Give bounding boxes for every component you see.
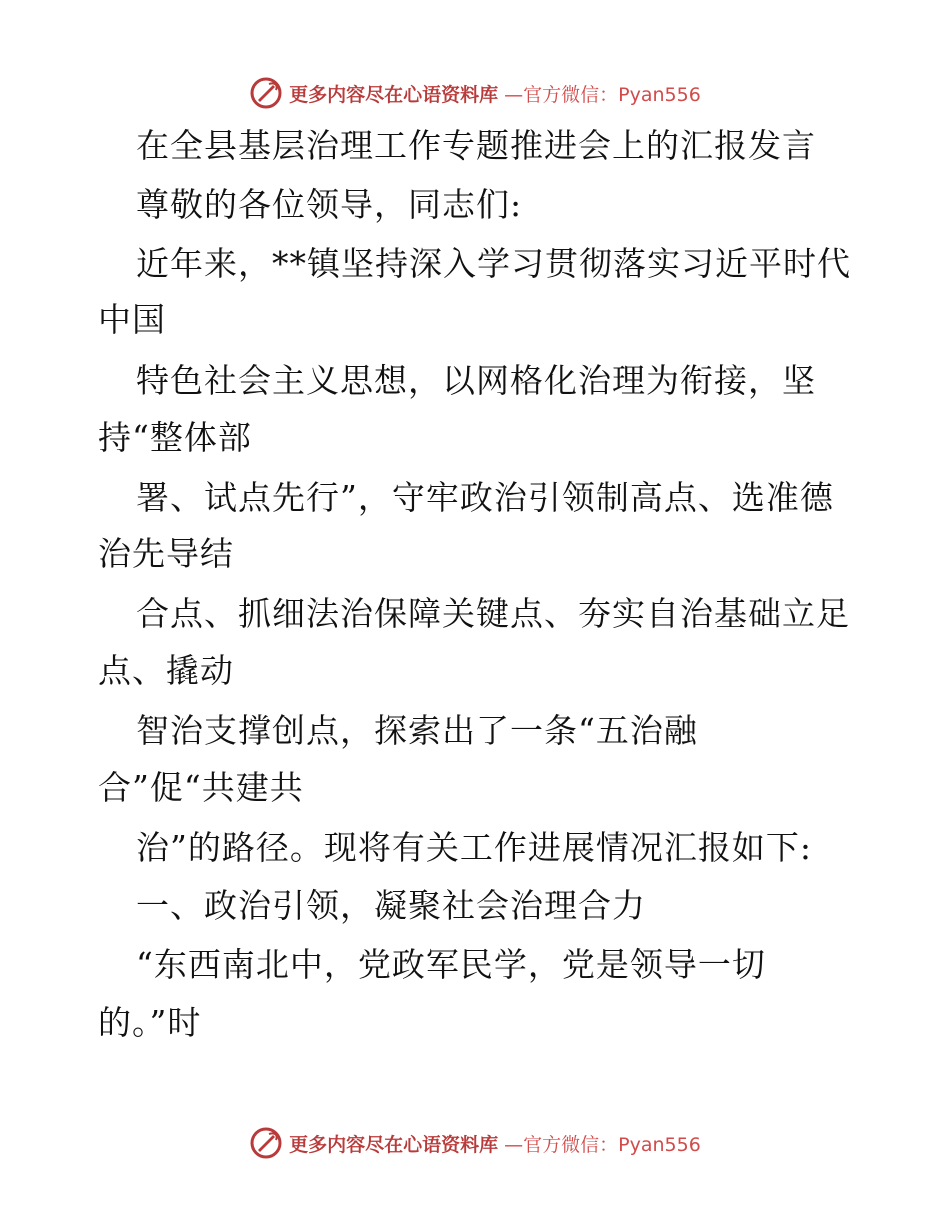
watermark-header — [0, 76, 950, 115]
watermark-sub-text: —官方微信：Pyan556 — [504, 1133, 701, 1156]
section-heading: 一、政治引领，凝聚社会治理合力 — [136, 886, 646, 925]
document-line: 的。”时 — [98, 1003, 202, 1042]
document-line: “东西南北中，党政军民学，党是领导一切 — [136, 945, 766, 984]
document-line: 治先导结 — [98, 534, 234, 573]
quill-logo-icon — [249, 76, 283, 110]
document-line: 署、试点先行”，守牢政治引领制高点、选准德 — [136, 478, 834, 517]
document-line: 合”促“共建共 — [98, 768, 304, 807]
document-line: 合点、抓细法治保障关键点、夯实自治基础立足 — [136, 594, 850, 633]
watermark-main-text: 更多内容尽在心语资料库 — [289, 1133, 499, 1156]
document-title: 在全县基层治理工作专题推进会上的汇报发言 — [136, 126, 816, 165]
document-line: 点、撬动 — [98, 651, 234, 690]
document-line: 持“整体部 — [98, 418, 252, 457]
watermark-sub-text: —官方微信：Pyan556 — [504, 83, 701, 106]
document-line: 近年来，**镇坚持深入学习贯彻落实习近平时代 — [136, 244, 851, 283]
document-line: 特色社会主义思想，以网格化治理为衔接，坚 — [136, 361, 816, 400]
document-line: 尊敬的各位领导，同志们: — [136, 185, 523, 224]
watermark-main-text: 更多内容尽在心语资料库 — [289, 83, 499, 106]
quill-logo-icon — [249, 1126, 283, 1160]
document-line: 治”的路径。现将有关工作进展情况汇报如下: — [136, 828, 812, 867]
document-line: 智治支撑创点，探索出了一条“五治融 — [136, 711, 698, 750]
watermark-footer — [0, 1126, 950, 1165]
document-line: 中国 — [98, 300, 166, 339]
